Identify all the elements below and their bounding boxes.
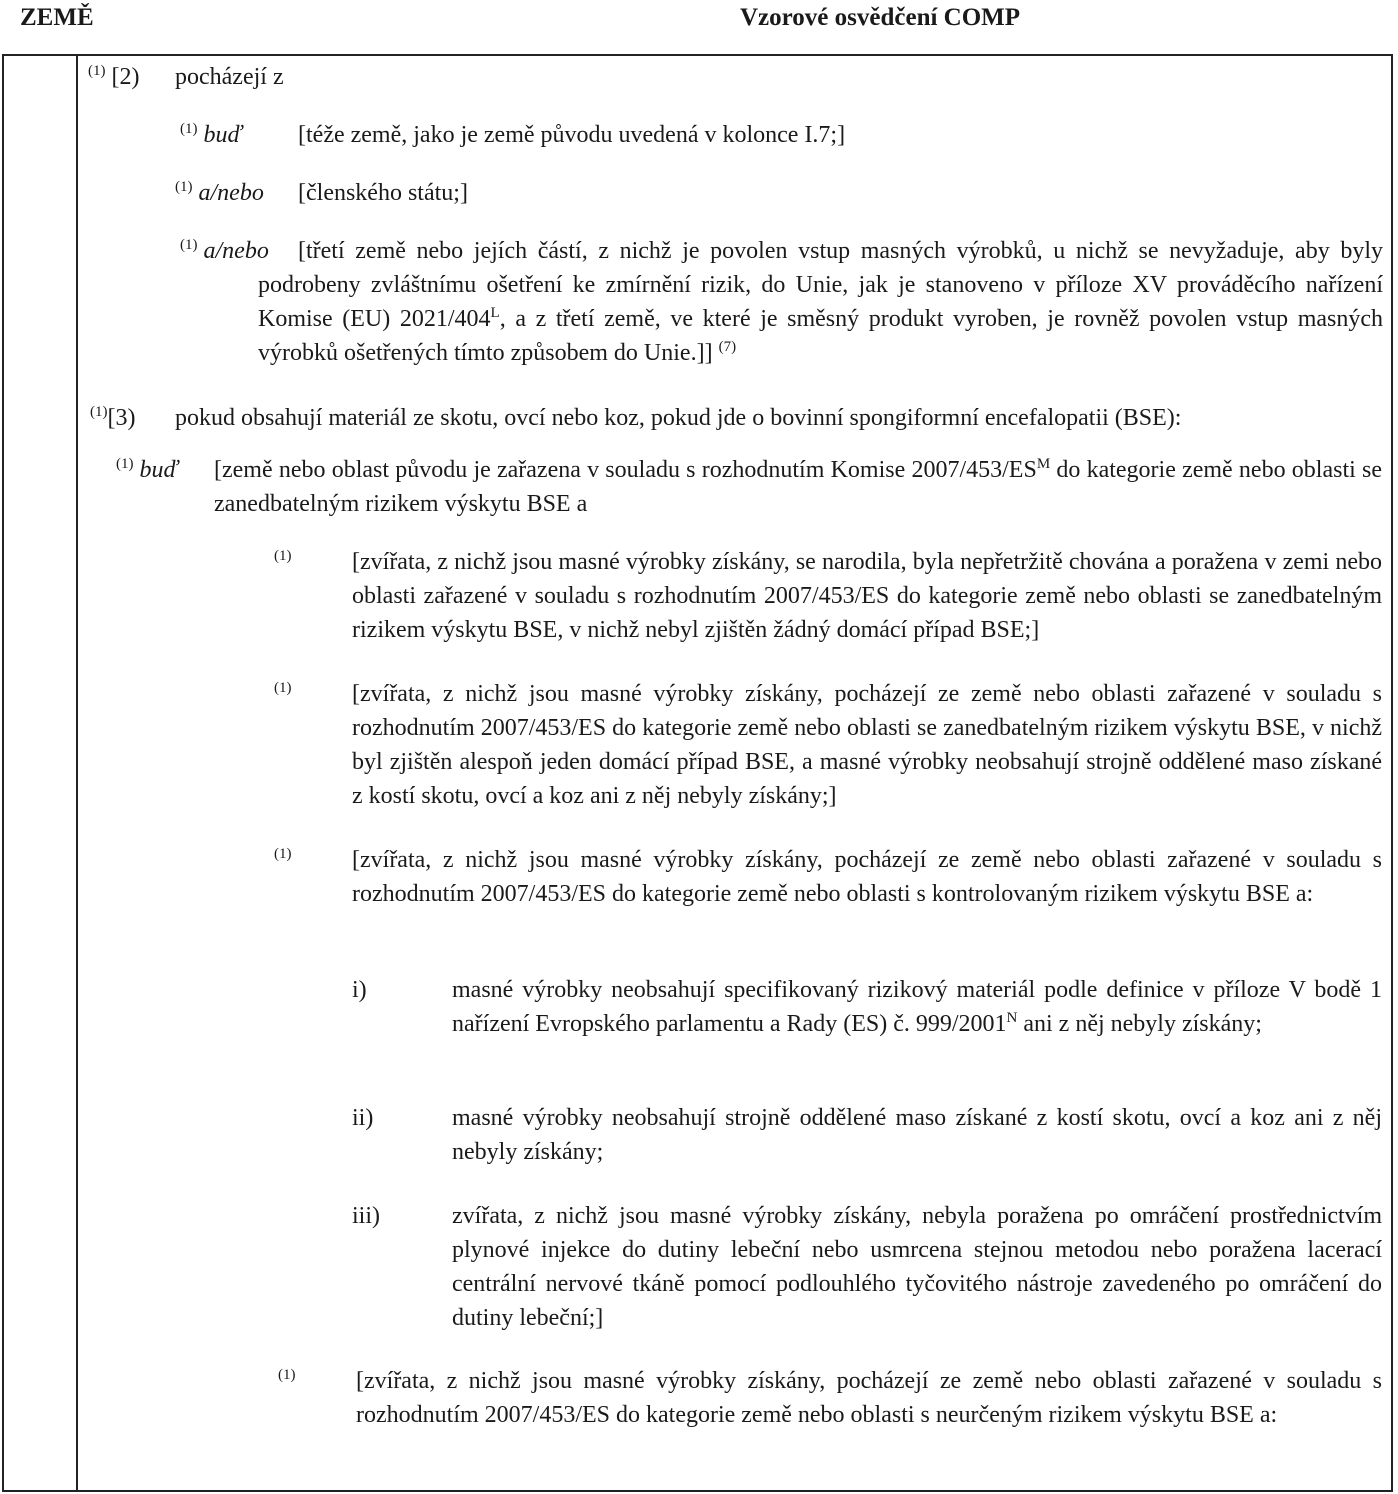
roman-iii-text: zvířata, z nichž jsou masné výrobky získány, nebyla poražena po omráčení prostřednictvím plynové injekce do dutiny lebeční nebo usmrcena stejnou metodou nebo poražena lacerací centrální nervové tkáně pomocí podlouhlého tyčovitého nástroje zavedeného po omráčení do dutiny lebeční;]: [452, 1203, 1382, 1331]
roman-iii-number: iii): [352, 1203, 380, 1229]
item-3-text: pokud obsahují materiál ze skotu, ovcí nebo koz, pokud jde o bovinní spongiformní encefalopatii (BSE):: [175, 405, 1182, 431]
roman-ii-number: ii): [352, 1105, 374, 1131]
item-2-option-2-label: $^{(1)}$ a/nebo: [175, 179, 264, 206]
sub-2-footnote: (1): [274, 680, 292, 696]
sub-1-text: [zvířata, z nichž jsou masné výrobky získány, se narodila, byla nepřetržitě chována a poražena v zemi nebo oblasti zařazené v souladu s rozhodnutím 2007/453/ES do kategorie země nebo oblasti se zanedbatelným rizikem výskytu BSE, v nichž nebyl zjištěn žádný domácí případ BSE;]: [352, 549, 1382, 643]
certificate-title: Vzorové osvědčení COMP: [740, 4, 1021, 31]
item-2-number: $^{(1)}$ [2): [88, 63, 140, 90]
item-2-option-2-text: [členského státu;]: [298, 180, 468, 206]
item-2-text: pocházejí z: [175, 64, 284, 90]
sub-4-footnote: (1): [278, 1367, 296, 1383]
item-2-option-1-label: $^{(1)}$ buď: [180, 121, 243, 148]
item-3-option-label: $^{(1)}$ buď: [116, 456, 179, 483]
column-divider: [76, 54, 78, 1492]
sub-4-text: [zvířata, z nichž jsou masné výrobky získány, pocházejí ze země nebo oblasti zařazené v souladu s rozhodnutím 2007/453/ES do kategorie země nebo oblasti s neurčeným rizikem výskytu BSE a:: [356, 1368, 1382, 1428]
item-2-option-3: $^{(1)}$ a/nebo [třetí země nebo jejích částí, z nichž je povolen vstup masných výrobků, u nichž se nevyžaduje, aby byly podrobeny zvláštnímu ošetření ke zmírnění rizik, do Unie, jak je stanoveno v příloze XV prováděcího nařízení Komise (EU) 2021/404$^L$, a z třetí země, ve které je směsný produkt vyroben, je rovněž povolen vstup masných výrobků ošetřených tímto způsobem do Unie.]] $^{(7)}$: [180, 237, 1384, 366]
roman-ii-text: masné výrobky neobsahují strojně oddělené maso získané z kostí skotu, ovcí a koz ani z něj nebyly získány;: [452, 1105, 1382, 1165]
item-3-number: $^{(1)}$[3): [90, 404, 136, 431]
sub-1-footnote: (1): [274, 548, 292, 564]
page-header: [0, 0, 1398, 42]
sub-2-text: [zvířata, z nichž jsou masné výrobky získány, pocházejí ze země nebo oblasti zařazené v souladu s rozhodnutím 2007/453/ES do kategorie země nebo oblasti se zanedbatelným rizikem výskytu BSE, v nichž byl zjištěn alespoň jeden domácí případ BSE, a masné výrobky neobsahují strojně oddělené maso získané z kostí skotu, ovcí a koz ani z něj nebyly získány;]: [352, 681, 1382, 809]
item-2-option-1-text: [téže země, jako je země původu uvedená v kolonce I.7;]: [298, 122, 846, 148]
country-column-label: ZEMĚ: [20, 4, 94, 31]
item-3-option-text: [země nebo oblast původu je zařazena v souladu s rozhodnutím Komise 2007/453/ES$^M$ do kategorie země nebo oblasti se zanedbatelným rizikem výskytu BSE a: [214, 456, 1382, 517]
sub-3-footnote: (1): [274, 846, 292, 862]
roman-i-text: masné výrobky neobsahují specifikovaný rizikový materiál podle definice v příloze V bodě 1 nařízení Evropského parlamentu a Rady (ES) č. 999/2001$^N$ ani z něj nebyly získány;: [452, 977, 1382, 1037]
roman-i-number: i): [352, 977, 367, 1003]
sub-3-text: [zvířata, z nichž jsou masné výrobky získány, pocházejí ze země nebo oblasti zařazené v souladu s rozhodnutím 2007/453/ES do kategorie země nebo oblasti s kontrolovaným rizikem výskytu BSE a:: [352, 847, 1382, 907]
